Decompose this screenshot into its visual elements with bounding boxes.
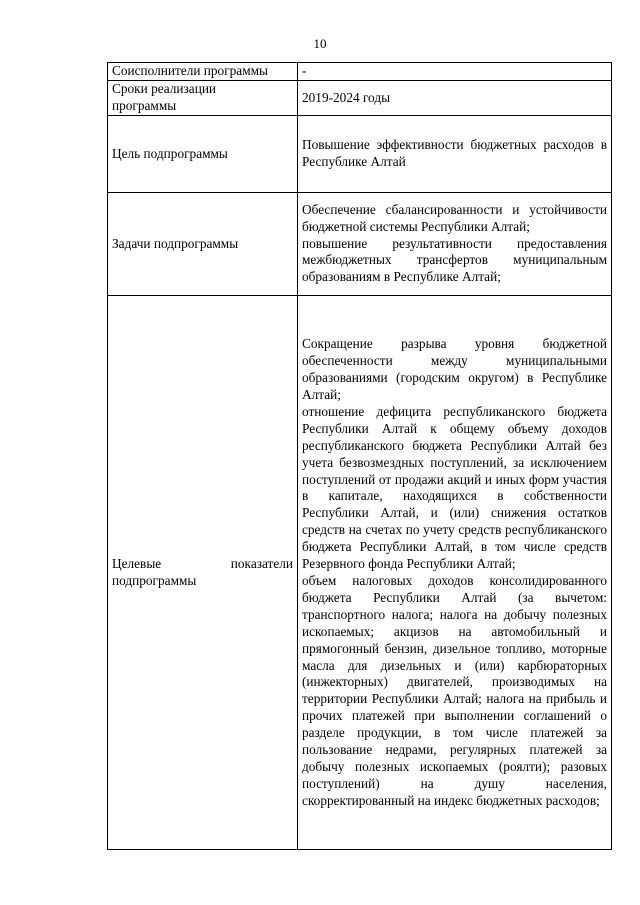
row-value-item: отношение дефицита республиканского бюджета Республики Алтай к общему объему доходов республиканского бюджета Республики Алтай без учета безвозмездных поступлений, за исключением поступлений от продажи акций и иных форм участия в капитале, находящихся в собственности Республики Алтай, и (или) снижения остатков средств на счетах по учету средств республиканского бюджета Республики Алтай, в том числе средств Резервного фонда Республики Алтай; [302, 403, 607, 572]
row-label [108, 296, 298, 850]
page-number: 10 [313, 36, 327, 51]
table-row [108, 63, 612, 81]
row-label: Задачи подпрограммы [108, 193, 298, 296]
row-value-item: Сокращение разрыва уровня бюджетной обеспеченности между муниципальными образованиями (городским округом) в Республике Алтай; [302, 336, 607, 403]
table-row [108, 81, 612, 116]
row-value [298, 193, 612, 296]
row-value-item: повышение результативности предоставления межбюджетных трансфертов муниципальным образованиям в Республике Алтай; [302, 235, 607, 285]
row-value: Повышение эффективности бюджетных расходов в Республике Алтай [298, 116, 612, 193]
row-label-line: подпрограммы [112, 572, 197, 588]
row-value: - [298, 63, 612, 81]
row-label [108, 81, 298, 116]
row-label-line: программы [112, 98, 177, 113]
row-label-line: Сроки реализации [112, 81, 217, 97]
row-value: 2019-2024 годы [298, 81, 612, 116]
program-passport-table [107, 62, 612, 850]
table-row [108, 296, 612, 850]
row-value-item: объем налоговых доходов консолидированного бюджета Республики Алтай (за вычетом: транспортного налога; налога на добычу полезных ископаемых; акцизов на автомобильный и прямогонный бензин, дизельное топливо, моторные масла для дизельных и (или) карбюраторных (инжекторных) двигателей, производимых на территории Республики Алтай; налога на прибыль и прочих платежей при выполнении соглашений о разделе продукции, в том числе платежей за пользование недрами, регулярных платежей за добычу полезных ископаемых (роялти); разовых поступлений) на душу населения, скорректированный на индекс бюджетных расходов; [302, 573, 607, 808]
table-row [108, 193, 612, 296]
row-label-line: Целевые показатели [112, 555, 293, 571]
table-row [108, 116, 612, 193]
row-label: Цель подпрограммы [108, 116, 298, 193]
row-value [298, 296, 612, 850]
row-label: Соисполнители программы [108, 63, 298, 81]
row-value-item: Обеспечение сбалансированности и устойчивости бюджетной системы Республики Алтай; [302, 201, 607, 234]
